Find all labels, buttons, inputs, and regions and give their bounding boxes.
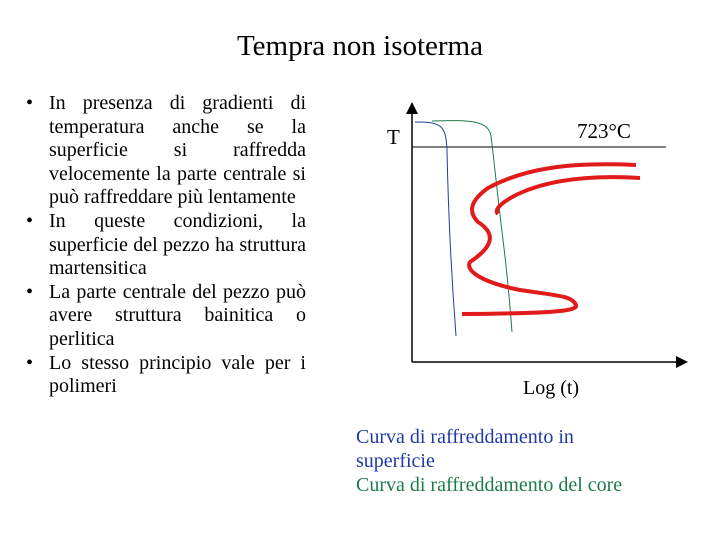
eutectoid-temperature-label: 723°C	[577, 119, 631, 143]
bullet-dot-icon: •	[26, 92, 34, 114]
diagram-caption	[356, 425, 636, 497]
bullet-text: Lo stesso principio vale per i polimeri	[49, 351, 306, 398]
bullet-dot-icon: •	[26, 351, 34, 374]
core-caption: Curva di raffreddamento del core	[356, 474, 623, 496]
bullet-text: La parte centrale del pezzo può avere struttura bainitica o perlitica	[49, 280, 306, 350]
y-axis-label: T	[387, 125, 400, 149]
bullet-dot-icon: •	[26, 280, 34, 303]
slide-title: Tempra non isoterma	[236, 30, 483, 62]
bullet-text: In presenza di gradienti di temperatura anche se la superficie si raffredda velocemente la parte centrale si può raffreddare più lentamente	[49, 92, 306, 209]
core-cooling-curve	[432, 121, 512, 332]
ttt-curve-finish	[497, 177, 640, 214]
bullet-dot-icon: •	[26, 209, 34, 232]
ttt-curve	[462, 164, 636, 314]
surface-caption: Curva di raffreddamento in superficie	[356, 426, 574, 472]
bullet-text: In queste condizioni, la superficie del pezzo ha struttura martensitica	[49, 209, 306, 280]
x-axis-label: Log (t)	[523, 377, 580, 399]
surface-cooling-curve	[415, 122, 456, 336]
